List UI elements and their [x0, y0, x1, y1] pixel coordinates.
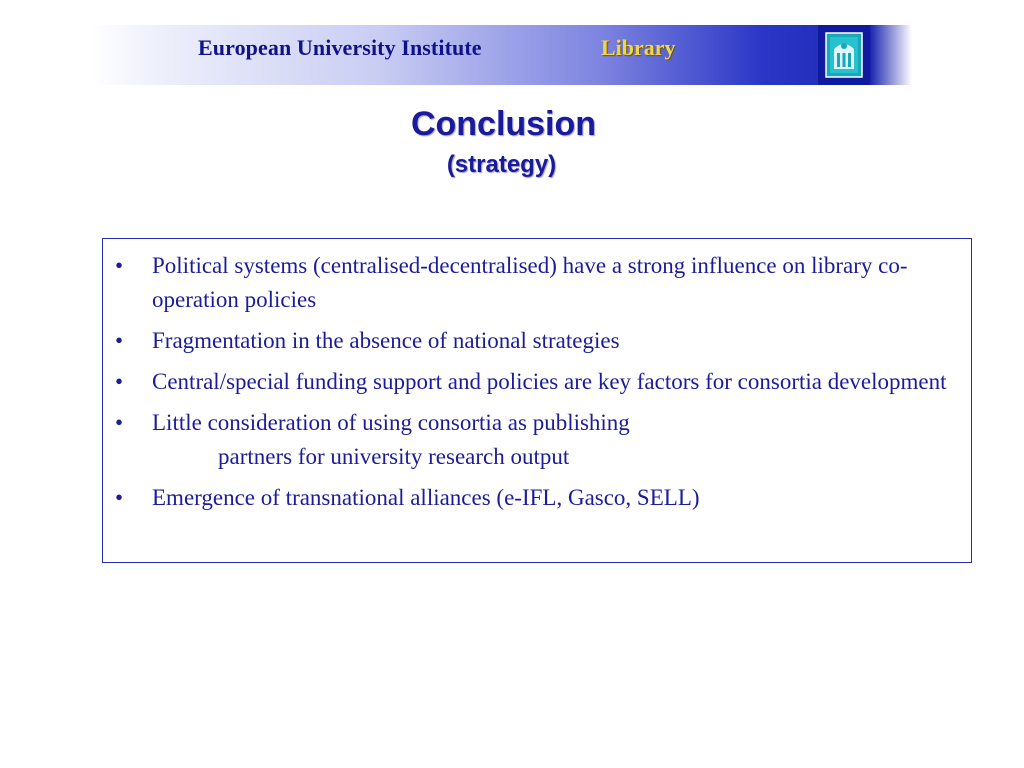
bullet-symbol: •: [115, 485, 124, 510]
bullet-symbol: •: [115, 328, 124, 353]
list-item: [115, 249, 955, 317]
bullet-text: Central/special funding support and policies are key factors for consortia development: [152, 369, 947, 394]
list-item: [115, 324, 955, 358]
bullet-box: [102, 238, 972, 563]
library-label: Library: [601, 35, 676, 60]
header-banner-fade: [870, 25, 912, 85]
bullet-text: Political systems (centralised-decentralised) have a strong influence on library co-operation policies: [152, 253, 908, 312]
institution-name: European University Institute: [198, 35, 482, 60]
list-item: [115, 365, 955, 399]
bullet-text: Fragmentation in the absence of national strategies: [152, 328, 620, 353]
bullet-symbol: •: [115, 253, 124, 278]
bullet-text: Little consideration of using consortia as publishing: [152, 410, 630, 435]
bullet-list: [115, 249, 955, 522]
list-item: [115, 481, 955, 515]
slide-title: Conclusion: [410, 105, 597, 143]
bullet-text: Emergence of transnational alliances (e-IFL, Gasco, SELL): [152, 485, 700, 510]
list-item: [115, 406, 955, 474]
eui-library-logo-icon: [818, 25, 870, 85]
bullet-symbol: •: [115, 410, 124, 435]
bullet-text-continuation: partners for university research output: [218, 444, 570, 469]
slide-subtitle: (strategy): [446, 151, 557, 178]
bullet-symbol: •: [115, 369, 124, 394]
